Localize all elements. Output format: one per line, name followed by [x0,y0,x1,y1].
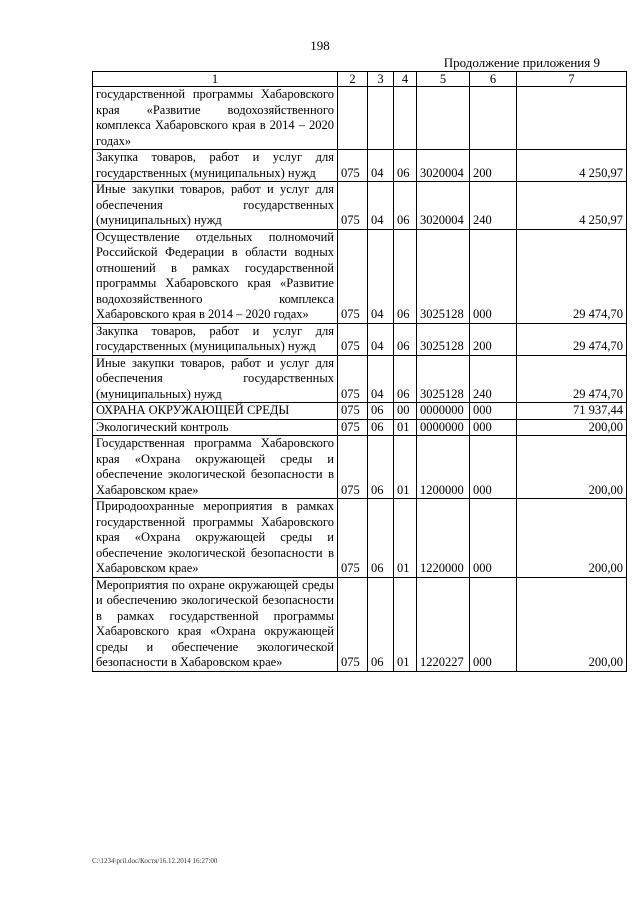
row-amount-cell: 200,00 [517,436,627,499]
row-type-cell: 000 [470,436,517,499]
row-target-cell [417,87,470,150]
row-subsection-cell: 06 [394,323,417,355]
row-target-cell: 3020004 [417,182,470,230]
row-target-cell: 3025128 [417,355,470,403]
row-code-cell [338,87,368,150]
row-amount-cell: 29 474,70 [517,323,627,355]
table-header-row [93,72,627,87]
table-row [93,87,627,150]
table-row [93,577,627,671]
row-code-cell: 075 [338,419,368,436]
table-row [93,403,627,420]
row-section-cell: 06 [368,577,394,671]
row-code-cell: 075 [338,323,368,355]
row-section-cell [368,87,394,150]
row-type-cell: 000 [470,577,517,671]
row-name-cell: Экологический контроль [93,419,338,436]
table-row [93,323,627,355]
row-target-cell: 3025128 [417,323,470,355]
row-section-cell: 04 [368,182,394,230]
row-type-cell: 200 [470,323,517,355]
row-type-cell: 000 [470,419,517,436]
table-row [93,355,627,403]
row-target-cell: 1220227 [417,577,470,671]
row-code-cell: 075 [338,355,368,403]
row-code-cell: 075 [338,229,368,323]
column-header: 7 [517,72,627,87]
row-section-cell: 04 [368,229,394,323]
row-name-cell: Осуществление отдельных полномочий Российской Федерации в области водных отношений в рамках государственной программы Хабаровского края «Развитие водохозяйственного комплекса Хабаровского края в 2014 – 2020 годах» [93,229,338,323]
row-section-cell: 04 [368,323,394,355]
row-amount-cell: 4 250,97 [517,182,627,230]
row-name-cell: Закупка товаров, работ и услуг для государственных (муниципальных) нужд [93,323,338,355]
row-subsection-cell: 01 [394,436,417,499]
row-amount-cell: 29 474,70 [517,355,627,403]
row-amount-cell: 4 250,97 [517,150,627,182]
file-path-footer: C:\1234\pril.doc/Костя/16.12.2014 16:27:00 [92,857,218,865]
row-type-cell: 240 [470,355,517,403]
row-amount-cell: 200,00 [517,577,627,671]
row-subsection-cell: 01 [394,499,417,578]
row-name-cell: Природоохранные мероприятия в рамках государственной программы Хабаровского края «Охрана окружающей среды и обеспечение экологической безопасности в Хабаровском крае» [93,499,338,578]
column-header: 5 [417,72,470,87]
row-name-cell: Иные закупки товаров, работ и услуг для обеспечения государственных (муниципальных) нужд [93,355,338,403]
row-target-cell: 0000000 [417,419,470,436]
row-section-cell: 06 [368,419,394,436]
row-code-cell: 075 [338,436,368,499]
row-section-cell: 04 [368,150,394,182]
row-subsection-cell [394,87,417,150]
row-section-cell: 04 [368,355,394,403]
column-header: 2 [338,72,368,87]
column-header: 3 [368,72,394,87]
budget-table [92,71,627,672]
row-amount-cell: 71 937,44 [517,403,627,420]
table-row [93,419,627,436]
row-subsection-cell: 06 [394,229,417,323]
row-name-cell: Иные закупки товаров, работ и услуг для обеспечения государственных (муниципальных) нужд [93,182,338,230]
row-subsection-cell: 01 [394,577,417,671]
row-name-cell: Государственная программа Хабаровского края «Охрана окружающей среды и обеспечение экологической безопасности в Хабаровском крае» [93,436,338,499]
continuation-title: Продолжение приложения 9 [443,55,600,70]
row-code-cell: 075 [338,499,368,578]
row-target-cell: 0000000 [417,403,470,420]
row-target-cell: 1200000 [417,436,470,499]
row-target-cell: 3025128 [417,229,470,323]
table-row [93,150,627,182]
row-code-cell: 075 [338,182,368,230]
row-amount-cell [517,87,627,150]
row-type-cell: 200 [470,150,517,182]
row-subsection-cell: 06 [394,182,417,230]
row-name-cell: Мероприятия по охране окружающей среды и обеспечению экологической безопасности в рамках государственной программы Хабаровского края «Охрана окружающей среды и обеспечение экологической безопасности в Хабаровском крае» [93,577,338,671]
table-row [93,182,627,230]
row-subsection-cell: 06 [394,150,417,182]
table-row [93,229,627,323]
column-header: 1 [93,72,338,87]
row-subsection-cell: 00 [394,403,417,420]
row-name-cell: государственной программы Хабаровского края «Развитие водохозяйственного комплекса Хабаровского края в 2014 – 2020 годах» [93,87,338,150]
row-code-cell: 075 [338,403,368,420]
row-target-cell: 3020004 [417,150,470,182]
row-section-cell: 06 [368,436,394,499]
row-amount-cell: 29 474,70 [517,229,627,323]
row-type-cell [470,87,517,150]
page-number: 198 [310,38,330,53]
row-code-cell: 075 [338,577,368,671]
table-row [93,499,627,578]
row-name-cell: ОХРАНА ОКРУЖАЮЩЕЙ СРЕДЫ [93,403,338,420]
table-row [93,436,627,499]
row-amount-cell: 200,00 [517,419,627,436]
row-code-cell: 075 [338,150,368,182]
row-section-cell: 06 [368,403,394,420]
row-amount-cell: 200,00 [517,499,627,578]
column-header: 4 [394,72,417,87]
row-type-cell: 000 [470,499,517,578]
row-type-cell: 000 [470,403,517,420]
row-name-cell: Закупка товаров, работ и услуг для государственных (муниципальных) нужд [93,150,338,182]
row-section-cell: 06 [368,499,394,578]
row-subsection-cell: 01 [394,419,417,436]
row-type-cell: 000 [470,229,517,323]
row-type-cell: 240 [470,182,517,230]
row-subsection-cell: 06 [394,355,417,403]
row-target-cell: 1220000 [417,499,470,578]
column-header: 6 [470,72,517,87]
